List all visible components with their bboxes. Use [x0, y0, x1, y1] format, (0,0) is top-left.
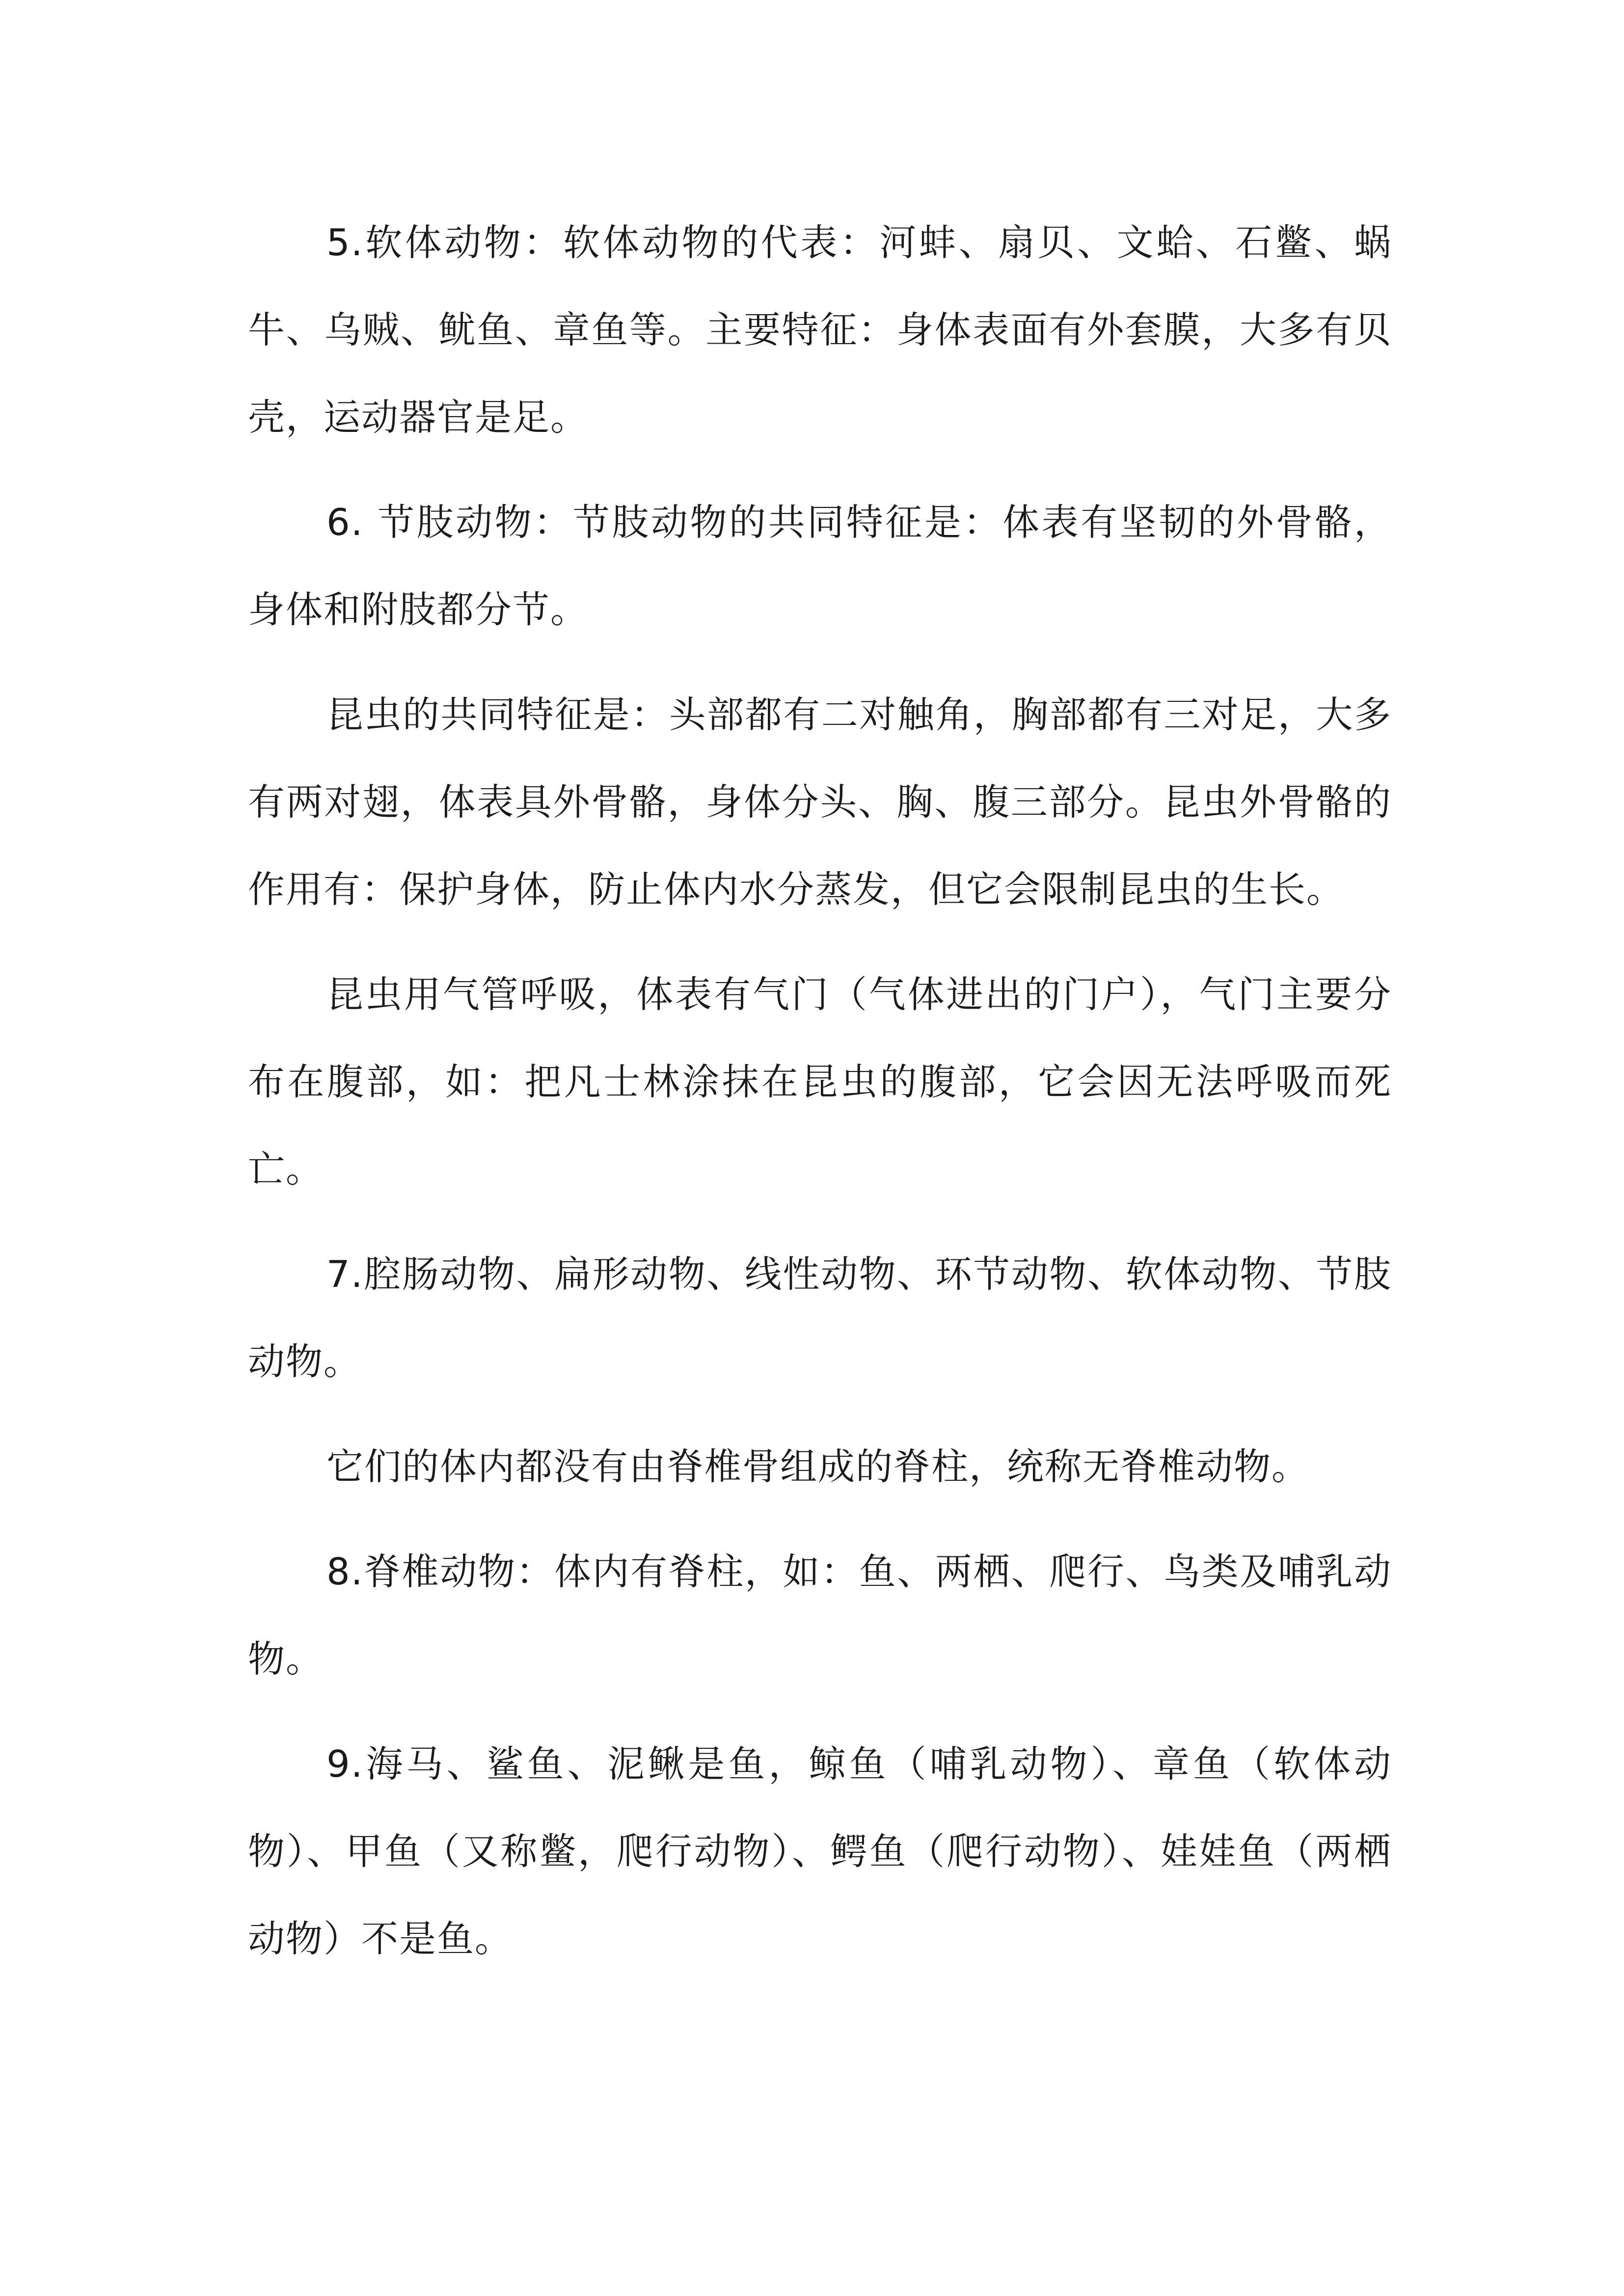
paragraph-insect-features: 昆虫的共同特征是：头部都有二对触角，胸部都有三对足，大多有两对翅，体表具外骨骼，身体分头、胸、腹三部分。昆虫外骨骼的作用有：保护身体，防止体内水分蒸发，但它会限制昆虫的生长。	[248, 693, 1392, 911]
paragraph-invertebrate-groups: 7.腔肠动物、扁形动物、线性动物、环节动物、软体动物、节肢动物。	[248, 1253, 1392, 1383]
paragraph-fish-examples: 9.海马、鲨鱼、泥鳅是鱼，鲸鱼（哺乳动物）、章鱼（软体动物）、甲鱼（又称鳖，爬行动物）、鳄鱼（爬行动物）、娃娃鱼（两栖动物）不是鱼。	[248, 1742, 1392, 1960]
document-body	[248, 199, 1392, 2000]
paragraph-vertebrates: 8.脊椎动物：体内有脊柱，如：鱼、两栖、爬行、鸟类及哺乳动物。	[248, 1550, 1392, 1681]
paragraph-mollusks: 5.软体动物：软体动物的代表：河蚌、扇贝、文蛤、石鳖、蜗牛、乌贼、鱿鱼、章鱼等。主要特征：身体表面有外套膜，大多有贝壳，运动器官是足。	[248, 221, 1392, 439]
paragraph-arthropods: 6. 节肢动物：节肢动物的共同特征是：体表有坚韧的外骨骼，身体和附肢都分节。	[248, 501, 1392, 631]
paragraph-insect-breathing: 昆虫用气管呼吸，体表有气门（气体进出的门户），气门主要分布在腹部，如：把凡士林涂抹在昆虫的腹部，它会因无法呼吸而死亡。	[248, 973, 1392, 1191]
paragraph-invertebrate-definition: 它们的体内都没有由脊椎骨组成的脊柱，统称无脊椎动物。	[326, 1445, 1310, 1488]
